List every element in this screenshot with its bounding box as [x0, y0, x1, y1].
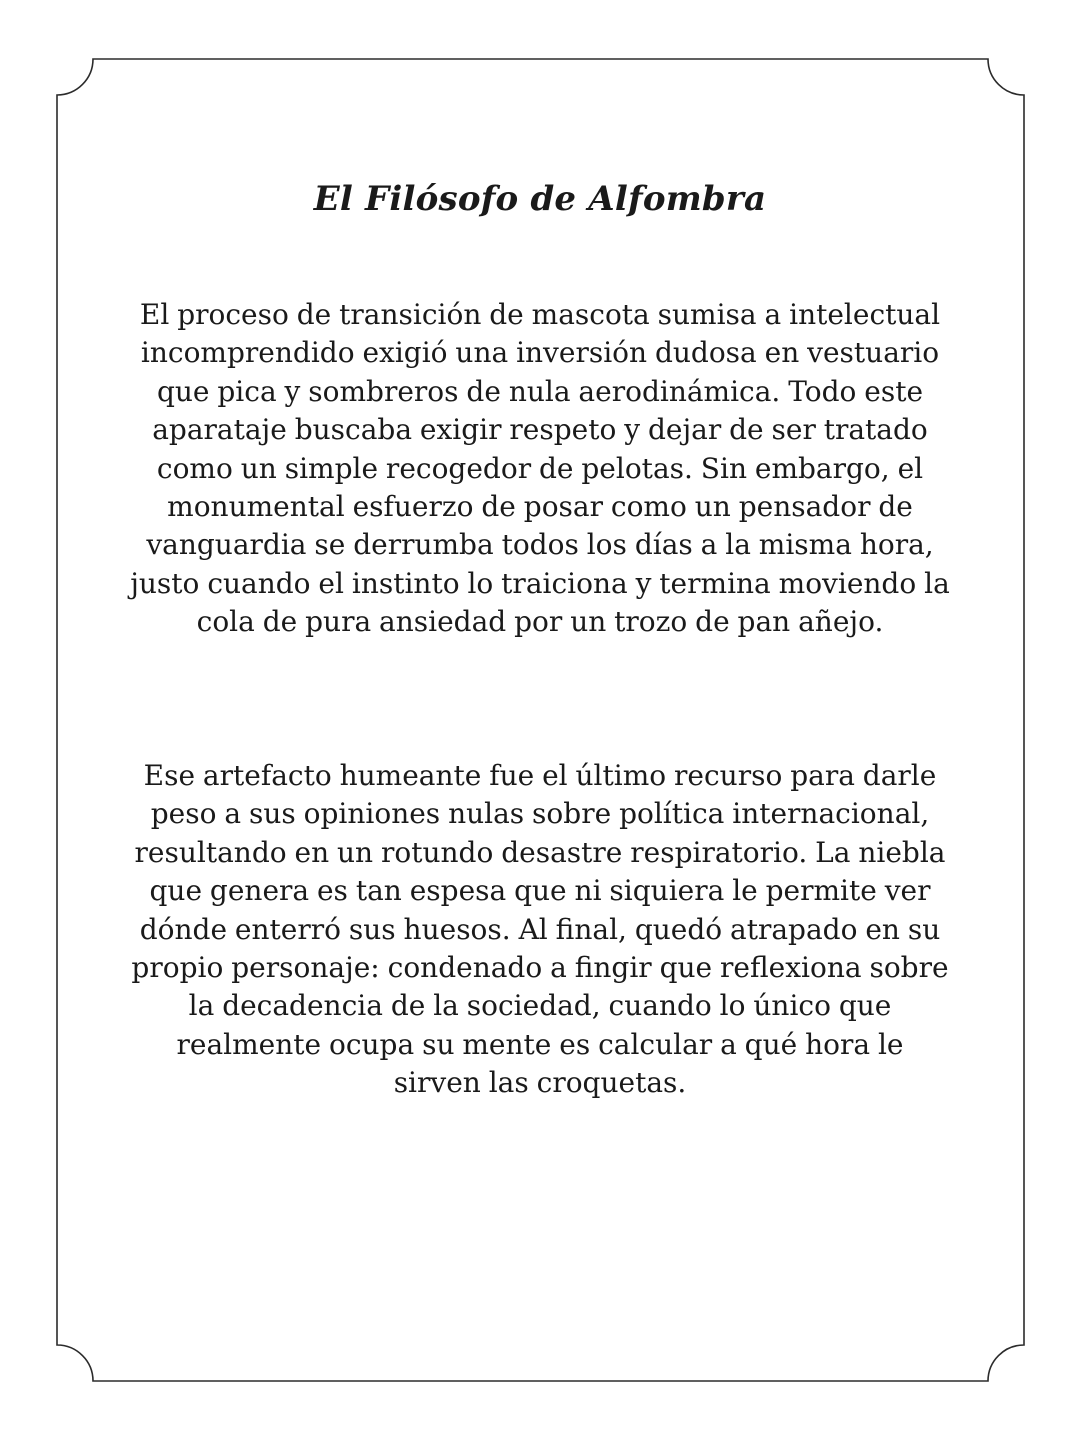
paragraph-2: Ese artefacto humeante fue el último recurso para darle peso a sus opiniones nulas sobre política internacional, resultando en un rotundo desastre respiratorio. La niebla que genera es tan espesa que ni siquiera le permite ver dónde enterró sus huesos. Al final, quedó atrapado en su propio personaje: condenado a fingir que reflexiona sobre la decadencia de la sociedad, cuando lo único que realmente ocupa su mente es calcular a qué hora le sirven las croquetas.	[131, 759, 949, 1100]
frame-outline	[57, 59, 1024, 1381]
document-title: El Filósofo de Alfombra	[313, 179, 767, 219]
paragraph-1: El proceso de transición de mascota sumisa a intelectual incomprendido exigió una inversión dudosa en vestuario que pica y sombreros de nula aerodinámica. Todo este aparataje buscaba exigir respeto y dejar de ser tratado como un simple recogedor de pelotas. Sin embargo, el monumental esfuerzo de posar como un pensador de vanguardia se derrumba todos los días a la misma hora, justo cuando el instinto lo traiciona y termina moviendo la cola de pura ansiedad por un trozo de pan añejo.	[130, 298, 950, 639]
